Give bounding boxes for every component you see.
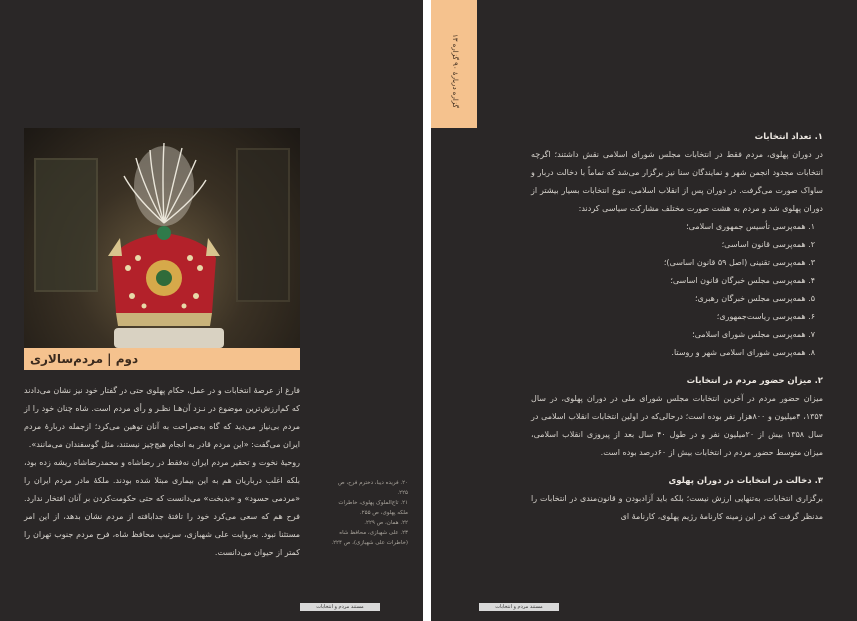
paragraph: میزان حضور مردم در آخرین انتخابات مجلس شورای ملی در دوران پهلوی، در سال ۱۳۵۴، ۴میلیون و ۸۰۰هزار نفر بوده است؛ درحالی‌که در اولین انتخابات انقلاب اسلامی در سال ۱۳۵۸ بیش از ۲۰میلیون نفر و در طول ۴۰ سال بعد از پیروزی انقلاب اسلامی، میزان متوسط حضور مردم در انتخابات بیش از ۶۰درصد بوده است. [531, 394, 824, 457]
crown-photo [24, 128, 300, 348]
paragraph: در دوران پهلوی، مردم فقط در انتخابات مجلس شورای اسلامی نقش داشتند؛ اگرچه انتخابات مجدود انجمن شهر و نمایندگان سنا نیز برگزار می‌شد که تماماً با دخالت دربار و ساواک صورت می‌گرفت. در دوران پس از انقلاب اسلامی، تنوع انتخابات بسیار بیشتر از دوران پهلوی شد و مردم به هشت صورت مختلف مشارکت سیاسی کردند: [531, 150, 823, 213]
right-page [431, 0, 857, 621]
list-item: ۴. همه‌پرسی مجلس خبرگان قانون اساسی؛ [670, 276, 815, 285]
body-text [24, 382, 300, 562]
section-heading: ۲. میزان حضور مردم در انتخابات [686, 376, 823, 386]
footnote: ۲۲. همان، ص ۲۲۹. [364, 520, 408, 526]
election-types-list [531, 218, 823, 362]
footnote: ۲۱. تاج‌الملوک پهلوی، خاطرات ملکه پهلوی، ص ۲۵۵. [338, 500, 408, 516]
crown-illustration [24, 128, 300, 348]
paragraph: برگزاری انتخابات، به‌تنهایی ارزش نیست؛ بلکه باید آزادبودن و قانون‌مندی در انتخابات را مدنظر گرفت که در این زمینه کارنامهٔ رژیم پهلوی، کارنامهٔ ای [531, 494, 823, 521]
footnote: ۲۳. علی شهبازی، محافظ شاه (خاطرات علی شهبازی)، ص ۲۲۴. [331, 530, 408, 546]
chapter-tab [431, 0, 477, 128]
body-text [531, 128, 823, 526]
paragraph: فارغ از عرصهٔ انتخابات و در عمل، حکام پهلوی حتی در گفتار خود نیز نشان می‌دادند که کم‌ارزش‌ترین موضوع در نـزد آن‌هـا نظـر و رأی مردم است. شاه چنان خود را از مردم بی‌نیاز می‌دید که گاه به‌صراحت به آنان توهین می‌کرد؛ ازجمله دربارهٔ مردم ایران می‌گفت: «این مردم قادر به انجام هیچ‌چیز نیستند، مثل گوسفندان می‌مانند». [24, 386, 300, 449]
list-item: ۸. همه‌پرسی شورای اسلامی شهر و روستا. [671, 348, 815, 357]
list-item: ۶. همه‌پرسی ریاست‌جمهوری؛ [716, 312, 815, 321]
left-page [0, 0, 423, 621]
paragraph: روحیهٔ نخوت و تحقیر مردم ایران نه‌فقط در رضاشاه و محمدرضاشاه ریشه زده بود، بلکه اغلب درباریان هم به این بیماری مبتلا شده بودند. ملکهٔ مادر مردم ایران را «مردمی حسود» و «بدبخت» می‌دانست که حتی حکومت‌کردن بر آنان افتخار ندارد. فرح هم که سعی می‌کرد خود را تافتهٔ جدابافته از مردم نشان بدهد، از این امر مستثنا نبود. به‌روایت علی شهبازی، سرتیپ محافظ شاه، فرح مردم جنوب تهران را کمتر از حیوان می‌دانست. [24, 458, 300, 557]
list-item: ۵. همه‌پرسی مجلس خبرگان رهبری؛ [694, 294, 815, 303]
section-heading: ۱. تعداد انتخابات [754, 132, 823, 142]
list-item: ۱. همه‌پرسی تأسیس جمهوری اسلامی؛ [686, 222, 815, 231]
footnote: ۲۰. فریده دیبا، دخترم فرح، ص ۲۲۵. [337, 480, 408, 496]
chapter-tab-label: ۱۳ گزاره دربارهٔ ۹۰ گزاره [451, 34, 459, 108]
list-item: ۳. همه‌پرسی تقنینی (اصل ۵۹ قانون اساسی)؛ [663, 258, 815, 267]
list-item: ۲. همه‌پرسی قانون اساسی؛ [721, 240, 815, 249]
list-item: ۷. همه‌پرسی مجلس شورای اسلامی؛ [692, 330, 815, 339]
page-footer: مستند مردم و انتخابات [300, 603, 380, 611]
page-footer: مستند مردم و انتخابات [479, 603, 559, 611]
section-heading: ۳. دخالت در انتخابات در دوران پهلوی [668, 476, 823, 486]
section-title: دوم | مردم‌سالاری [30, 352, 139, 366]
footnotes [326, 478, 408, 548]
section-title-bar [24, 348, 300, 370]
